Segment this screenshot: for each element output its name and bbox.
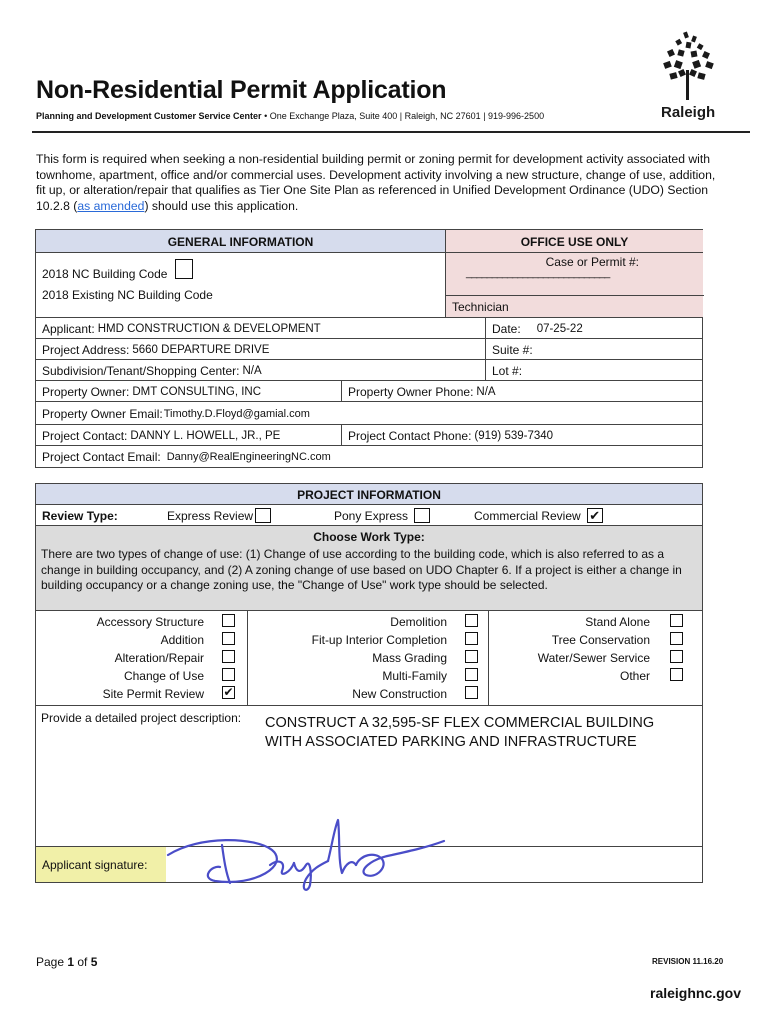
existing-building-code-label: 2018 Existing NC Building Code xyxy=(42,288,213,302)
as-amended-link[interactable]: as amended xyxy=(77,198,145,213)
fit-up-checkbox[interactable] xyxy=(465,632,478,645)
multi-family-label: Multi-Family xyxy=(382,669,447,683)
contact-email-value[interactable]: Danny@RealEngineeringNC.com xyxy=(166,450,331,463)
work-col-1 xyxy=(36,613,204,703)
demolition-checkbox[interactable] xyxy=(465,614,478,627)
date-value[interactable]: 07-25-22 xyxy=(536,322,583,335)
owner-email-row xyxy=(35,401,703,425)
review-type-label: Review Type: xyxy=(42,508,118,523)
nc-building-code-label: 2018 NC Building Code xyxy=(42,267,168,282)
tree-conservation-checkbox[interactable] xyxy=(670,632,683,645)
raleigh-tree-logo-icon xyxy=(658,30,718,102)
project-address-label: Project Address: xyxy=(42,342,130,357)
owner-row xyxy=(35,380,703,402)
codes-row xyxy=(35,252,703,318)
applicant-label: Applicant: xyxy=(42,321,95,336)
alteration-repair-checkbox[interactable] xyxy=(222,650,235,663)
review-type-row xyxy=(35,504,703,526)
addition-checkbox[interactable] xyxy=(222,632,235,645)
work-col-2 xyxy=(248,613,447,703)
header-divider xyxy=(32,131,750,133)
pony-express-option[interactable] xyxy=(328,505,430,526)
owner-email-value[interactable]: Timothy.D.Floyd@gamial.com xyxy=(163,407,310,420)
building-code-checkbox[interactable] xyxy=(175,259,193,279)
intro-paragraph xyxy=(36,152,726,214)
other-checkbox[interactable] xyxy=(670,668,683,681)
commercial-review-checkbox[interactable]: ✔ xyxy=(587,508,603,523)
addition-label: Addition xyxy=(160,633,204,647)
change-of-use-checkbox[interactable] xyxy=(222,668,235,681)
contact-row xyxy=(35,424,703,446)
case-permit-label: Case or Permit #: xyxy=(545,255,639,269)
project-contact-label: Project Contact: xyxy=(42,428,128,443)
page-total: 5 xyxy=(90,955,98,969)
property-owner-label: Property Owner: xyxy=(42,384,130,399)
contact-email-row xyxy=(35,445,703,468)
revision-label: REVISION 11.16.20 xyxy=(652,957,724,966)
new-construction-checkbox[interactable] xyxy=(465,686,478,699)
accessory-structure-checkbox[interactable] xyxy=(222,614,235,627)
case-permit-line: ____________________________ xyxy=(466,267,610,279)
raleigh-logo-text: Raleigh xyxy=(661,104,716,121)
change-of-use-label: Change of Use xyxy=(123,669,204,683)
applicant-value[interactable]: HMD CONSTRUCTION & DEVELOPMENT xyxy=(97,322,321,335)
contact-email-label: Project Contact Email: xyxy=(42,449,161,464)
owner-phone-value[interactable]: N/A xyxy=(476,385,496,398)
owner-email-label: Property Owner Email: xyxy=(42,406,163,421)
office-use-panel xyxy=(445,253,703,318)
commercial-review-label: Commercial Review xyxy=(474,508,581,523)
page-indicator xyxy=(36,955,97,969)
applicant-signature-image xyxy=(160,815,450,897)
fit-up-label: Fit-up Interior Completion xyxy=(311,633,447,647)
project-contact-value[interactable]: DANNY L. HOWELL, JR., PE xyxy=(130,429,281,442)
mass-grading-label: Mass Grading xyxy=(372,651,447,665)
general-header-row xyxy=(35,229,703,253)
pony-express-label: Pony Express xyxy=(334,508,409,523)
page-of: of xyxy=(74,955,91,969)
property-owner-value[interactable]: DMT CONSULTING, INC xyxy=(132,385,262,398)
site-permit-review-checkbox[interactable]: ✔ xyxy=(223,685,234,699)
work-col-3 xyxy=(489,613,650,685)
project-address-value[interactable]: 5660 DEPARTURE DRIVE xyxy=(132,343,270,356)
multi-family-checkbox[interactable] xyxy=(465,668,478,681)
work-type-section xyxy=(35,525,703,611)
intro-text: This form is required when seeking a non-residential building permit or zoning permit for development activity associated with townhome, apartment, office and/or commercial uses. Development activity involving a new structure, change of use, addition, fit up, or alteration/repair that qualifies as Tier One Site Plan as referenced in Unified Development Ordinance (UDO) Section 10.2.8 ( xyxy=(36,152,716,213)
express-review-option[interactable] xyxy=(161,505,271,526)
work-type-description: There are two types of change of use: (1) Change of use according to the building code, which is also referred to as a change in building occupancy, and (2) A zoning change of use based on UDO Chapter 6. If a project is either a change in building occupancy or a change zoning use, the "Change of Use" work type should be selected. xyxy=(41,547,682,592)
description-label: Provide a detailed project description: xyxy=(41,711,242,725)
page-number: 1 xyxy=(67,955,75,969)
signature-label: Applicant signature: xyxy=(36,847,166,882)
demolition-label: Demolition xyxy=(390,615,447,629)
intro-text-end: ) should use this application. xyxy=(144,198,299,213)
accessory-structure-label: Accessory Structure xyxy=(96,615,204,629)
site-permit-review-label: Site Permit Review xyxy=(102,687,204,701)
contact-phone-value[interactable]: (919) 539-7340 xyxy=(474,429,554,442)
technician-label: Technician xyxy=(452,300,509,314)
building-code-option[interactable] xyxy=(42,265,193,285)
contact-phone-label: Project Contact Phone: xyxy=(348,428,472,443)
new-construction-label: New Construction xyxy=(352,687,447,701)
department-address: • One Exchange Plaza, Suite 400 | Raleigh, NC 27601 | 919-996-2500 xyxy=(261,111,545,121)
project-info-heading: PROJECT INFORMATION xyxy=(297,487,441,502)
website-link[interactable]: raleighnc.gov xyxy=(650,985,742,1001)
subdivision-label: Subdivision/Tenant/Shopping Center: xyxy=(42,363,240,378)
lot-label: Lot #: xyxy=(492,363,523,378)
tree-conservation-label: Tree Conservation xyxy=(551,633,650,647)
description-line-1: CONSTRUCT A 32,595-SF FLEX COMMERCIAL BUILDING xyxy=(265,715,655,731)
description-value[interactable] xyxy=(265,714,654,752)
address-row xyxy=(35,338,703,360)
mass-grading-checkbox[interactable] xyxy=(465,650,478,663)
project-info-header xyxy=(35,483,703,505)
department-info xyxy=(36,111,544,121)
general-info-heading: GENERAL INFORMATION xyxy=(36,230,445,253)
other-label: Other xyxy=(619,669,650,683)
work-type-heading: Choose Work Type: xyxy=(313,530,425,544)
commercial-review-option[interactable] xyxy=(468,505,603,526)
page-prefix: Page xyxy=(36,955,68,969)
suite-label: Suite #: xyxy=(492,342,533,357)
subdivision-value[interactable]: N/A xyxy=(242,364,262,377)
express-review-label: Express Review xyxy=(167,508,254,523)
description-line-2: WITH ASSOCIATED PARKING AND INFRASTRUCTURE xyxy=(265,734,637,750)
stand-alone-label: Stand Alone xyxy=(585,615,650,629)
work-type-options xyxy=(35,610,703,706)
subdivision-row xyxy=(35,359,703,381)
water-sewer-label: Water/Sewer Service xyxy=(537,651,650,665)
department-name: Planning and Development Customer Service Center xyxy=(36,111,262,121)
stand-alone-checkbox[interactable] xyxy=(670,614,683,627)
page-title: Non-Residential Permit Application xyxy=(36,76,447,104)
date-label: Date: xyxy=(492,321,521,336)
alteration-repair-label: Alteration/Repair xyxy=(114,651,204,665)
owner-phone-label: Property Owner Phone: xyxy=(348,384,474,399)
applicant-row xyxy=(35,317,703,339)
express-review-checkbox[interactable] xyxy=(255,508,271,523)
office-use-heading: OFFICE USE ONLY xyxy=(445,230,703,253)
water-sewer-checkbox[interactable] xyxy=(670,650,683,663)
pony-express-checkbox[interactable] xyxy=(414,508,430,523)
